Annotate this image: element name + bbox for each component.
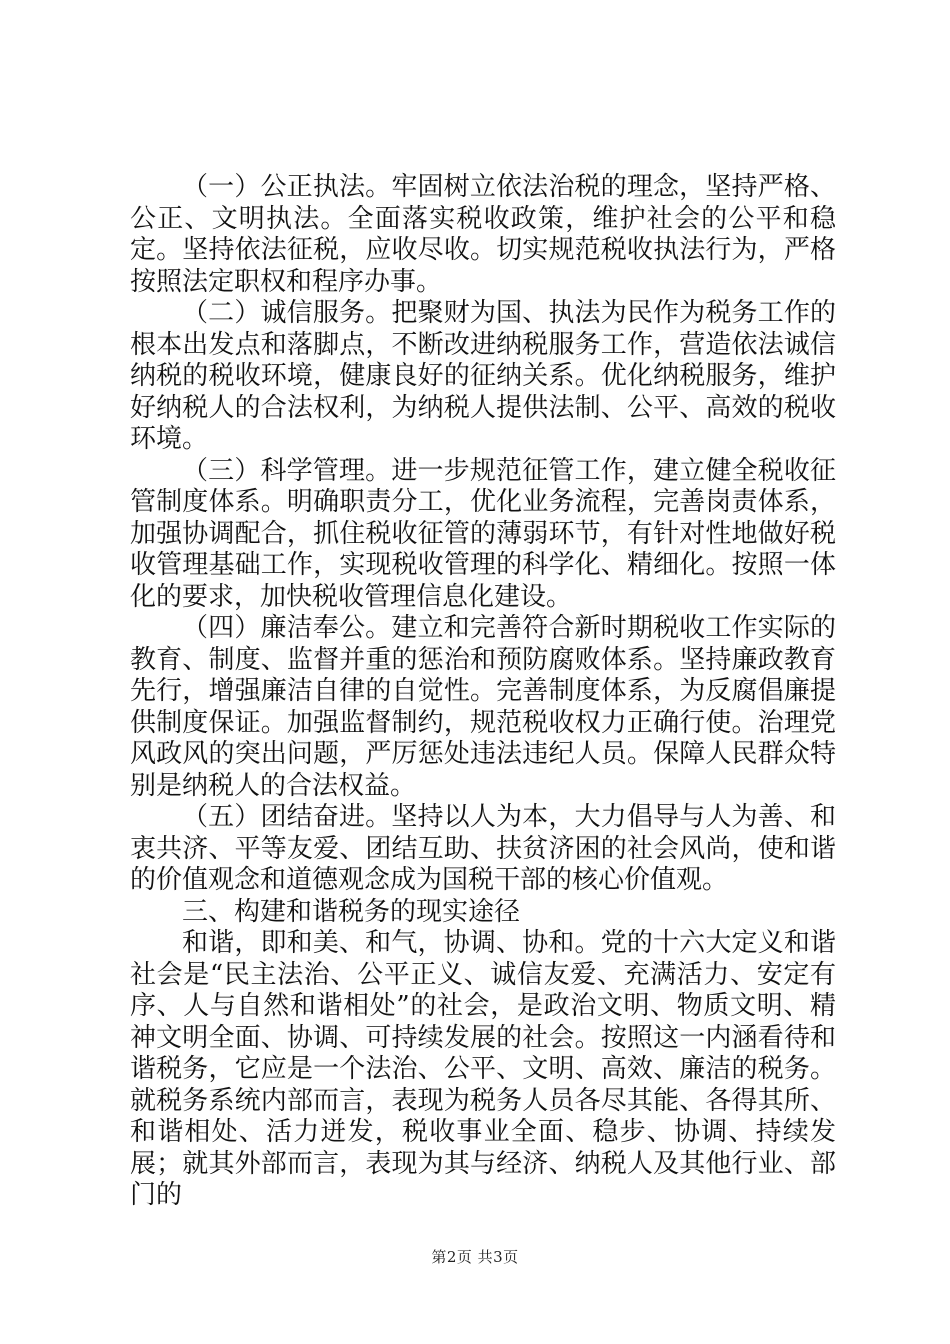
- paragraph-scientific-management: （三）科学管理。进一步规范征管工作，建立健全税收征管制度体系。明确职责分工，优化业务流程，完善岗责体系，加强协调配合，抓住税收征管的薄弱环节，有针对性地做好税收管理基础工作，实现税收管理的科学化、精细化。按照一体化的要求，加快税收管理信息化建设。: [130, 455, 836, 612]
- section-heading: 三、构建和谐税务的现实途径: [182, 896, 521, 927]
- paragraph-fair-enforcement: （一）公正执法。牢固树立依法治税的理念，坚持严格、公正、文明执法。全面落实税收政策，维护社会的公平和稳定。坚持依法征税，应收尽收。切实规范税收执法行为，严格按照法定职权和程序办事。: [130, 172, 836, 297]
- paragraph-harmony-definition: 和谐，即和美、和气，协调、协和。党的十六大定义和谐社会是“民主法治、公平正义、诚信友爱、充满活力、安定有序、人与自然和谐相处”的社会，是政治文明、物质文明、精神文明全面、协调、可持续发展的社会。按照这一内涵看待和谐税务，它应是一个法治、公平、文明、高效、廉洁的税务。就税务系统内部而言，表现为税务人员各尽其能、各得其所、和谐相处、活力迸发，税收事业全面、稳步、协调、持续发展；就其外部而言，表现为其与经济、纳税人及其他行业、部门的: [130, 928, 836, 1210]
- page-footer: 第2页 共3页: [431, 1248, 519, 1266]
- paragraph-honest-service: （二）诚信服务。把聚财为国、执法为民作为税务工作的根本出发点和落脚点，不断改进纳税服务工作，营造依法诚信纳税的税收环境，健康良好的征纳关系。优化纳税服务，维护好纳税人的合法权利，为纳税人提供法制、公平、高效的税收环境。: [130, 298, 836, 454]
- document-body: [130, 172, 836, 1212]
- paragraph-integrity: （四）廉洁奉公。建立和完善符合新时期税收工作实际的教育、制度、监督并重的惩治和预防腐败体系。坚持廉政教育先行，增强廉洁自律的自觉性。完善制度体系，为反腐倡廉提供制度保证。加强监督制约，规范税收权力正确行使。治理党风政风的突出问题，严厉惩处违法违纪人员。保障人民群众特别是纳税人的合法权益。: [130, 613, 836, 801]
- paragraph-unity: （五）团结奋进。坚持以人为本，大力倡导与人为善、和衷共济、平等友爱、团结互助、扶贫济困的社会风尚，使和谐的价值观念和道德观念成为国税干部的核心价值观。: [130, 802, 836, 895]
